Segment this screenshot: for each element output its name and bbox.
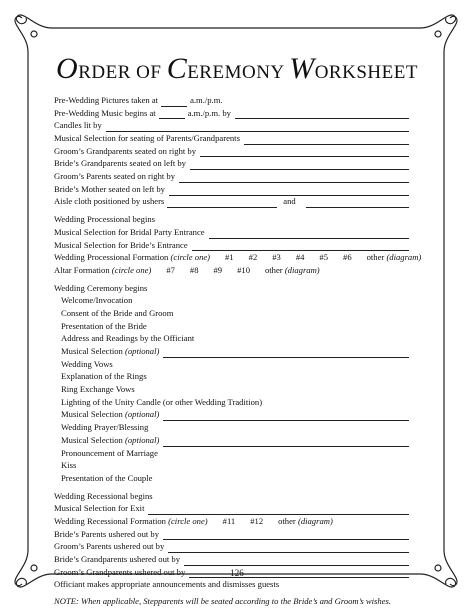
- item-label: Pronouncement of Marriage: [61, 447, 158, 458]
- item-label: Wedding Prayer/Blessing: [61, 422, 149, 433]
- grooms-parents-row: [54, 540, 409, 553]
- formation-option[interactable]: #5: [319, 252, 329, 263]
- parents-music-row: [54, 132, 409, 145]
- ceremony-item: [54, 459, 409, 472]
- fill-blank[interactable]: [192, 242, 409, 251]
- fill-blank[interactable]: [163, 531, 409, 540]
- item-label: Kiss: [61, 460, 77, 471]
- ceremony-item: [54, 332, 409, 345]
- item-label: Lighting of the Unity Candle (or other Wedding Tradition): [61, 396, 263, 407]
- fill-blank[interactable]: [179, 174, 409, 183]
- fill-blank[interactable]: [209, 230, 409, 239]
- other-label: other: [264, 264, 283, 275]
- stepparents-note: NOTE: When applicable, Stepparents will be seated according to the Bride’s and Groom’s wishes.: [54, 596, 391, 607]
- field-label: Musical Selection for seating of Parents/Grandparents: [54, 133, 240, 144]
- fill-blank[interactable]: [169, 187, 409, 196]
- item-label: Musical Selection: [61, 346, 123, 357]
- formation-option[interactable]: #6: [343, 252, 352, 263]
- field-label: Aisle cloth positioned by ushers: [54, 196, 165, 207]
- ceremony-item: [54, 320, 409, 333]
- aisle-row: [54, 196, 409, 209]
- fill-blank[interactable]: [168, 544, 409, 553]
- fill-blank[interactable]: [163, 349, 409, 358]
- title-initial: W: [289, 52, 315, 85]
- formation-option[interactable]: #1: [225, 252, 234, 263]
- field-label: Bride’s Parents ushered out by: [54, 528, 160, 539]
- other-label: other: [278, 515, 296, 526]
- field-label: a.m./p.m. by: [187, 107, 231, 118]
- field-label: Bride’s Grandparents ushered out by: [54, 554, 181, 565]
- page-number: 126: [230, 568, 244, 578]
- item-label: Presentation of the Bride: [61, 320, 147, 331]
- worksheet-body: [54, 94, 422, 608]
- fill-blank[interactable]: [163, 412, 409, 421]
- field-label: Groom’s Grandparents ushered out by: [54, 566, 186, 577]
- ceremony-item: [54, 472, 409, 485]
- officiant-row: [54, 578, 409, 591]
- pictures-row: [54, 94, 409, 107]
- formation-label-group: [54, 251, 210, 264]
- musical-selection-row: [54, 409, 409, 422]
- music-row: [54, 107, 409, 120]
- circle-one-hint: (circle one): [170, 252, 211, 263]
- groom-parents-row: [54, 170, 409, 183]
- field-label: Musical Selection for Exit: [54, 503, 145, 514]
- field-label: Musical Selection for Bridal Party Entrance: [54, 226, 205, 237]
- ceremony-begins: [54, 282, 409, 295]
- field-label: Bride’s Mother seated on left by: [54, 183, 165, 194]
- processional-formation-row: [54, 251, 422, 264]
- other-option[interactable]: [367, 251, 422, 264]
- diagram-hint: (diagram): [284, 264, 320, 275]
- fill-blank[interactable]: [106, 123, 409, 132]
- formation-option[interactable]: #2: [248, 252, 258, 263]
- party-music-row: [54, 226, 409, 239]
- diagram-hint: (diagram): [297, 515, 333, 526]
- item-label: Consent of the Bride and Groom: [61, 307, 174, 318]
- field-label: Musical Selection for Bride’s Entrance: [54, 239, 188, 250]
- page-title: [0, 52, 474, 86]
- formation-label-group: [54, 515, 208, 528]
- ceremony-item: [54, 421, 409, 434]
- optional-hint: (optional): [124, 409, 160, 420]
- title-part: EREMONY: [187, 62, 290, 83]
- groom-gp-row: [54, 145, 409, 158]
- altar-formation-row: [54, 264, 409, 277]
- ceremony-item: [54, 396, 409, 409]
- other-label: other: [366, 252, 385, 263]
- item-label: Presentation of the Couple: [61, 472, 153, 483]
- formation-option[interactable]: #4: [295, 252, 305, 263]
- field-label: Candles lit by: [54, 120, 102, 131]
- field-label: Groom’s Grandparents seated on right by: [54, 145, 197, 156]
- field-label: Pre-Wedding Pictures taken at: [54, 94, 159, 105]
- exit-music-row: [54, 502, 409, 515]
- item-label: Wedding Vows: [61, 358, 113, 369]
- item-label: Musical Selection: [61, 434, 123, 445]
- fill-blank[interactable]: [167, 199, 277, 208]
- field-label: Groom’s Parents ushered out by: [54, 541, 165, 552]
- fill-blank[interactable]: [200, 148, 409, 157]
- ceremony-item: [54, 358, 409, 371]
- formation-option[interactable]: #11: [222, 515, 236, 526]
- bride-music-row: [54, 239, 409, 252]
- fill-blank[interactable]: [244, 136, 409, 145]
- item-label: Welcome/Invocation: [61, 295, 133, 306]
- field-label: Bride’s Grandparents seated on left by: [54, 158, 186, 169]
- music-by-blank[interactable]: [235, 110, 409, 119]
- recessional-begins: [54, 490, 409, 503]
- section-label: Wedding Ceremony begins: [54, 282, 148, 293]
- other-option[interactable]: [278, 515, 333, 528]
- formation-option[interactable]: #8: [189, 264, 199, 275]
- title-initial: C: [166, 52, 188, 85]
- brides-gp-row: [54, 553, 409, 566]
- fill-blank[interactable]: [306, 199, 409, 208]
- item-label: Address and Readings by the Officiant: [61, 333, 195, 344]
- field-label: Wedding Processional Formation: [54, 252, 169, 263]
- bride-mother-row: [54, 183, 409, 196]
- fill-blank[interactable]: [148, 506, 409, 515]
- ceremony-item: [54, 307, 409, 320]
- time-blank[interactable]: [161, 98, 187, 107]
- brides-parents-row: [54, 528, 409, 541]
- ceremony-item: [54, 370, 409, 383]
- field-label: Wedding Recessional Formation: [54, 515, 166, 526]
- title-part: ORKSHEET: [314, 62, 418, 83]
- item-label: Ring Exchange Vows: [61, 384, 135, 395]
- diagram-hint: (diagram): [386, 252, 422, 263]
- fill-blank[interactable]: [163, 438, 409, 447]
- ceremony-item: [54, 383, 409, 396]
- formation-label-group: [54, 264, 151, 277]
- formation-option[interactable]: #9: [213, 264, 223, 275]
- recessional-formation-row: [54, 515, 409, 528]
- optional-hint: (optional): [124, 434, 160, 445]
- section-label: Wedding Recessional begins: [54, 490, 153, 501]
- processional-begins: [54, 213, 409, 226]
- section-label: Wedding Processional begins: [54, 214, 155, 225]
- candles-row: [54, 119, 409, 132]
- formation-option[interactable]: #3: [272, 252, 281, 263]
- field-label: and: [283, 196, 296, 207]
- musical-selection-row: [54, 434, 409, 447]
- title-part: RDER OF: [78, 62, 167, 83]
- field-label: Pre-Wedding Music begins at: [54, 107, 156, 118]
- formation-option[interactable]: #10: [237, 264, 250, 275]
- formation-option[interactable]: #7: [166, 264, 175, 275]
- item-label: Explanation of the Rings: [61, 371, 147, 382]
- item-label: Musical Selection: [61, 409, 123, 420]
- formation-option[interactable]: #12: [250, 515, 264, 526]
- fill-blank[interactable]: [190, 161, 409, 170]
- ceremony-item: [54, 294, 409, 307]
- time-blank[interactable]: [159, 110, 185, 119]
- bride-gp-row: [54, 157, 409, 170]
- title-initial: O: [56, 52, 79, 85]
- ceremony-item: [54, 447, 409, 460]
- circle-one-hint: (circle one): [168, 515, 208, 526]
- circle-one-hint: (circle one): [111, 264, 152, 275]
- musical-selection-row: [54, 345, 409, 358]
- field-label: Altar Formation: [54, 264, 110, 275]
- field-label: a.m./p.m.: [190, 94, 223, 105]
- field-label: Officiant makes appropriate announcements and dismisses guests: [54, 579, 280, 590]
- optional-hint: (optional): [124, 346, 160, 357]
- fill-blank[interactable]: [184, 557, 409, 566]
- field-label: Groom’s Parents seated on right by: [54, 171, 176, 182]
- other-option[interactable]: [265, 264, 320, 277]
